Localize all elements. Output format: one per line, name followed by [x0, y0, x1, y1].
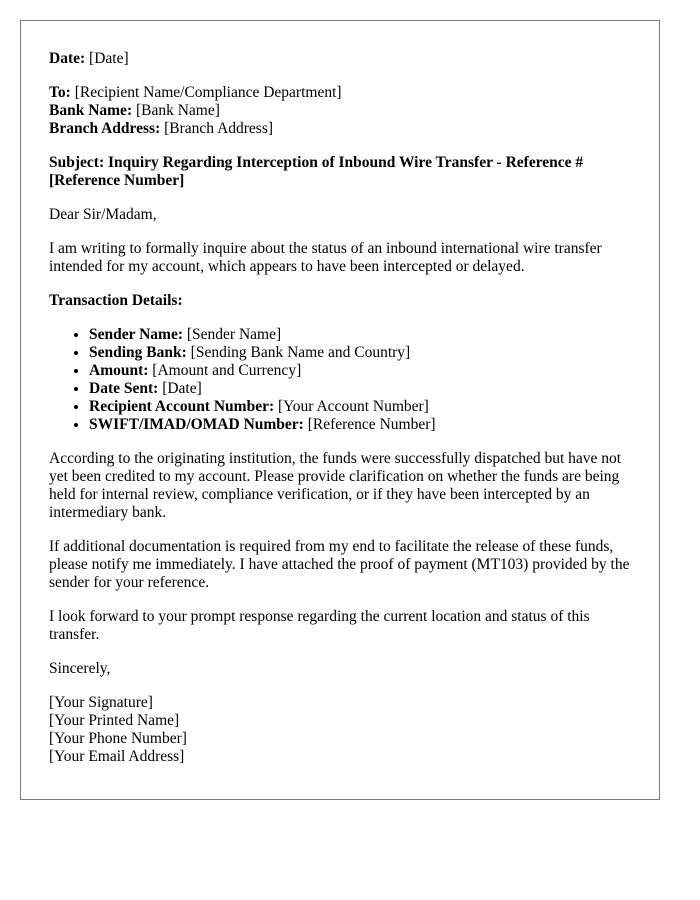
transaction-heading: Transaction Details:: [49, 292, 183, 309]
phone-line: [Your Phone Number]: [49, 730, 187, 747]
branch-label: Branch Address:: [49, 120, 161, 137]
closing-paragraph: I look forward to your prompt response regarding the current location and status of this transfer.: [49, 608, 590, 643]
signoff: Sincerely,: [49, 660, 111, 677]
recipient-block: [49, 84, 631, 138]
printed-name-line: [Your Printed Name]: [49, 712, 180, 729]
recipient-account-value: [Your Account Number]: [278, 398, 429, 415]
bank-line: [49, 102, 631, 120]
list-item: [89, 398, 631, 416]
letter-page: [20, 20, 660, 800]
list-item: [89, 380, 631, 398]
bank-value: [Bank Name]: [135, 102, 220, 119]
salutation: Dear Sir/Madam,: [49, 206, 157, 223]
sending-bank-value: [Sending Bank Name and Country]: [190, 344, 411, 361]
date-sent-label: Date Sent:: [89, 380, 159, 397]
email-line: [Your Email Address]: [49, 748, 185, 765]
recipient-account-label: Recipient Account Number:: [89, 398, 275, 415]
signature-line: [Your Signature]: [49, 694, 153, 711]
list-item: [89, 344, 631, 362]
list-item: [89, 362, 631, 380]
transaction-list: [49, 326, 631, 434]
branch-value: [Branch Address]: [164, 120, 274, 137]
date-label: Date:: [49, 50, 86, 67]
date-line: [49, 50, 631, 68]
sender-name-label: Sender Name:: [89, 326, 183, 343]
date-sent-value: [Date]: [162, 380, 202, 397]
swift-number-value: [Reference Number]: [307, 416, 436, 433]
to-value: [Recipient Name/Compliance Department]: [74, 84, 342, 101]
date-value: [Date]: [89, 50, 129, 67]
intro-paragraph: I am writing to formally inquire about the status of an inbound international wire transfer intended for my account, which appears to have been intercepted or delayed.: [49, 240, 602, 275]
list-item: [89, 326, 631, 344]
list-item: [89, 416, 631, 434]
branch-line: [49, 120, 631, 138]
to-label: To:: [49, 84, 71, 101]
to-line: [49, 84, 631, 102]
origin-paragraph: According to the originating institution, the funds were successfully dispatched but have not yet been credited to my account. Please provide clarification on whether the funds are being held for internal review, compliance verification, or if they have been intercepted by an intermediary bank.: [49, 450, 622, 521]
signature-block: [49, 694, 631, 766]
documentation-paragraph: If additional documentation is required from my end to facilitate the release of these funds, please notify me immediately. I have attached the proof of payment (MT103) provided by the sender for your reference.: [49, 538, 630, 591]
sender-name-value: [Sender Name]: [186, 326, 282, 343]
bank-label: Bank Name:: [49, 102, 133, 119]
sending-bank-label: Sending Bank:: [89, 344, 187, 361]
swift-number-label: SWIFT/IMAD/OMAD Number:: [89, 416, 304, 433]
amount-label: Amount:: [89, 362, 149, 379]
subject-line: Subject: Inquiry Regarding Interception of Inbound Wire Transfer - Reference # [Reference Number]: [49, 154, 584, 189]
amount-value: [Amount and Currency]: [152, 362, 302, 379]
